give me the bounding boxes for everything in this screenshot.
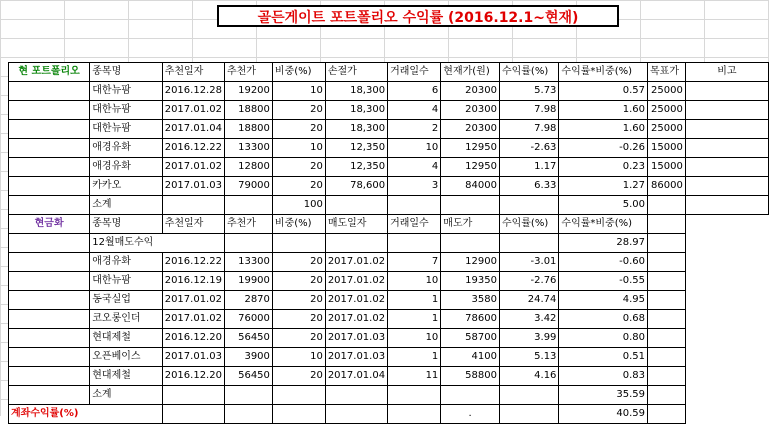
subtotal-value[interactable]: 5.00 <box>559 196 648 215</box>
table-cell[interactable]: 2016.12.19 <box>162 272 224 291</box>
table-cell[interactable] <box>648 405 686 424</box>
table-cell[interactable]: -0.55 <box>559 272 648 291</box>
table-cell[interactable]: 6 <box>388 82 441 101</box>
table-cell[interactable]: 20300 <box>441 120 500 139</box>
table-cell[interactable]: 20 <box>272 101 325 120</box>
table-cell[interactable]: -3.01 <box>499 253 558 272</box>
table-cell[interactable] <box>685 272 768 291</box>
table-cell[interactable]: 1 <box>388 348 441 367</box>
table-cell[interactable]: 2017.01.02 <box>162 310 224 329</box>
table-cell[interactable]: 0.68 <box>559 310 648 329</box>
table-cell[interactable]: 84000 <box>441 177 500 196</box>
table-cell[interactable]: 5.73 <box>499 82 558 101</box>
table-cell[interactable]: -0.60 <box>559 253 648 272</box>
table-cell[interactable]: 20 <box>272 158 325 177</box>
table-cell[interactable]: 3.42 <box>499 310 558 329</box>
table-cell[interactable]: -2.63 <box>499 139 558 158</box>
table-cell[interactable]: 58800 <box>441 367 500 386</box>
table-cell[interactable]: 0.83 <box>559 367 648 386</box>
table-cell[interactable]: 4 <box>388 158 441 177</box>
stock-name-cell[interactable]: 코오롱인더 <box>90 310 162 329</box>
table-cell[interactable]: 2016.12.22 <box>162 139 224 158</box>
table-cell[interactable] <box>325 386 387 405</box>
table-cell[interactable] <box>499 386 558 405</box>
portfolio-row <box>9 120 769 139</box>
table-cell[interactable] <box>441 196 500 215</box>
table-cell[interactable] <box>648 348 686 367</box>
table-cell[interactable]: 3.99 <box>499 329 558 348</box>
cash-row <box>9 348 769 367</box>
account-dot[interactable]: . <box>441 405 500 424</box>
table-cell[interactable]: 2017.01.02 <box>162 291 224 310</box>
table-cell[interactable]: 2870 <box>224 291 272 310</box>
table-cell[interactable] <box>388 386 441 405</box>
table-cell[interactable]: 18,300 <box>325 82 387 101</box>
table-cell[interactable] <box>499 234 558 253</box>
table-cell[interactable]: 78600 <box>441 310 500 329</box>
table-cell[interactable]: 25000 <box>648 82 686 101</box>
table-cell[interactable] <box>685 196 768 215</box>
table-cell[interactable]: 10 <box>388 272 441 291</box>
table-cell[interactable] <box>648 253 686 272</box>
table-cell[interactable] <box>685 367 768 386</box>
section-cell[interactable] <box>9 253 90 272</box>
table-cell[interactable]: 1.27 <box>559 177 648 196</box>
table-cell[interactable]: 2017.01.02 <box>162 158 224 177</box>
table-cell[interactable]: 2016.12.28 <box>162 82 224 101</box>
table-cell[interactable] <box>441 234 500 253</box>
account-return-value[interactable]: 40.59 <box>559 405 648 424</box>
table-cell[interactable]: 2017.01.04 <box>325 367 387 386</box>
december-label[interactable]: 12월매도수익 <box>90 234 225 253</box>
table-cell[interactable] <box>685 310 768 329</box>
table-cell[interactable]: 20 <box>272 310 325 329</box>
column-header[interactable]: 목표가 <box>648 63 686 82</box>
table-cell[interactable] <box>224 234 272 253</box>
column-header[interactable]: 종목명 <box>90 63 162 82</box>
table-cell[interactable]: 4 <box>388 101 441 120</box>
table-cell[interactable]: 18800 <box>224 120 272 139</box>
cash-row <box>9 367 769 386</box>
table-cell[interactable] <box>685 82 768 101</box>
table-cell[interactable] <box>685 101 768 120</box>
table-cell[interactable]: 11 <box>388 367 441 386</box>
table-cell[interactable]: 2017.01.03 <box>325 348 387 367</box>
table-cell[interactable]: 3 <box>388 177 441 196</box>
table-cell[interactable]: 76000 <box>224 310 272 329</box>
table-cell[interactable]: 4100 <box>441 348 500 367</box>
table-cell[interactable]: 10 <box>272 82 325 101</box>
table-cell[interactable] <box>685 253 768 272</box>
section-cell[interactable] <box>9 101 90 120</box>
table-cell[interactable]: 20 <box>272 120 325 139</box>
cash-header-row <box>9 215 769 234</box>
table-cell[interactable]: 2017.01.03 <box>325 329 387 348</box>
column-header[interactable]: 수익률*비중(%) <box>559 63 648 82</box>
table-cell[interactable] <box>272 386 325 405</box>
table-cell[interactable]: 19200 <box>224 82 272 101</box>
stock-name-cell[interactable]: 오픈베이스 <box>90 348 162 367</box>
stock-name-cell[interactable]: 카카오 <box>90 177 162 196</box>
table-cell[interactable]: 6.33 <box>499 177 558 196</box>
table-cell[interactable] <box>685 120 768 139</box>
table-cell[interactable]: 0.57 <box>559 82 648 101</box>
portfolio-header-row <box>9 63 769 82</box>
subtotal-label[interactable]: 소계 <box>90 386 162 405</box>
column-header[interactable]: 매도일자 <box>325 215 387 234</box>
table-cell[interactable]: 1.60 <box>559 101 648 120</box>
subtotal-label[interactable]: 소계 <box>90 196 162 215</box>
table-cell[interactable]: 4.16 <box>499 367 558 386</box>
table-cell[interactable]: 0.80 <box>559 329 648 348</box>
table-cell[interactable]: 1.17 <box>499 158 558 177</box>
table-cell[interactable]: 10 <box>388 329 441 348</box>
column-header[interactable]: 추천일자 <box>162 63 224 82</box>
table-cell[interactable] <box>648 234 686 253</box>
table-cell[interactable]: 56450 <box>224 367 272 386</box>
table-cell[interactable]: 4.95 <box>559 291 648 310</box>
section-cell[interactable] <box>9 234 90 253</box>
column-header[interactable]: 현재가(원) <box>441 63 500 82</box>
table-cell[interactable]: 2016.12.20 <box>162 367 224 386</box>
table-cell[interactable]: 18800 <box>224 101 272 120</box>
table-cell[interactable] <box>685 329 768 348</box>
cash-row <box>9 291 769 310</box>
column-header[interactable]: 거래일수 <box>388 63 441 82</box>
table-cell[interactable]: 25000 <box>648 120 686 139</box>
table-cell[interactable]: 7 <box>388 253 441 272</box>
table-cell[interactable] <box>685 139 768 158</box>
column-header[interactable]: 수익률(%) <box>499 63 558 82</box>
table-cell[interactable] <box>325 405 387 424</box>
table-cell[interactable]: 20 <box>272 329 325 348</box>
column-header[interactable]: 추천가 <box>224 63 272 82</box>
table-cell[interactable]: 18,300 <box>325 101 387 120</box>
section-cell[interactable] <box>9 348 90 367</box>
table-cell[interactable] <box>648 386 686 405</box>
table-cell[interactable]: 13300 <box>224 253 272 272</box>
stock-name-cell[interactable]: 애경유화 <box>90 253 162 272</box>
table-cell[interactable]: 24.74 <box>499 291 558 310</box>
table-cell[interactable]: 2017.01.04 <box>162 120 224 139</box>
table-cell[interactable]: 19900 <box>224 272 272 291</box>
stock-name-cell[interactable]: 현대제철 <box>90 329 162 348</box>
table-cell[interactable] <box>162 386 224 405</box>
table-cell[interactable]: 1 <box>388 310 441 329</box>
section-cell[interactable] <box>9 120 90 139</box>
portfolio-subtotal-row <box>9 196 769 215</box>
table-cell[interactable] <box>685 405 768 424</box>
table-cell[interactable]: 25000 <box>648 101 686 120</box>
table-cell[interactable]: 5.13 <box>499 348 558 367</box>
table-cell[interactable]: 2017.01.02 <box>325 253 387 272</box>
table-cell[interactable]: 2017.01.02 <box>325 272 387 291</box>
table-cell[interactable]: 58700 <box>441 329 500 348</box>
section-cell[interactable] <box>9 158 90 177</box>
table-cell[interactable]: 12800 <box>224 158 272 177</box>
table-cell[interactable]: 10 <box>272 348 325 367</box>
table-cell[interactable] <box>648 329 686 348</box>
table-cell[interactable]: 78,600 <box>325 177 387 196</box>
december-row <box>9 234 769 253</box>
table-cell[interactable]: 56450 <box>224 329 272 348</box>
table-cell[interactable]: 20 <box>272 367 325 386</box>
cash-subtotal-row <box>9 386 769 405</box>
table-cell[interactable] <box>224 386 272 405</box>
table-cell[interactable]: 2016.12.20 <box>162 329 224 348</box>
stock-name-cell[interactable]: 대한뉴팜 <box>90 272 162 291</box>
table-cell[interactable]: 20300 <box>441 101 500 120</box>
table-cell[interactable]: 2017.01.02 <box>325 291 387 310</box>
cash-row <box>9 310 769 329</box>
table-cell[interactable]: 3580 <box>441 291 500 310</box>
cash-section-label[interactable]: 현금화 <box>9 215 90 234</box>
table-cell[interactable]: 20 <box>272 177 325 196</box>
december-value[interactable]: 28.97 <box>559 234 648 253</box>
table-cell[interactable]: 1.60 <box>559 120 648 139</box>
table-cell[interactable] <box>685 177 768 196</box>
column-header[interactable]: 추천일자 <box>162 215 224 234</box>
table-cell[interactable]: 20 <box>272 253 325 272</box>
table-cell[interactable]: 86000 <box>648 177 686 196</box>
table-cell[interactable] <box>441 386 500 405</box>
table-cell[interactable]: 12950 <box>441 139 500 158</box>
cash-row <box>9 253 769 272</box>
stock-name-cell[interactable]: 현대제철 <box>90 367 162 386</box>
table-cell[interactable] <box>162 196 224 215</box>
table-cell[interactable]: 10 <box>388 139 441 158</box>
table-cell[interactable]: 2017.01.02 <box>325 310 387 329</box>
table-cell[interactable] <box>499 196 558 215</box>
portfolio-row <box>9 82 769 101</box>
subtotal-weight[interactable]: 100 <box>272 196 325 215</box>
table-cell[interactable]: 20 <box>272 291 325 310</box>
column-header[interactable]: 추천가 <box>224 215 272 234</box>
table-cell[interactable]: 10 <box>272 139 325 158</box>
column-header[interactable]: 매도가 <box>441 215 500 234</box>
table-cell[interactable]: 20 <box>272 272 325 291</box>
subtotal-value[interactable]: 35.59 <box>559 386 648 405</box>
portfolio-table <box>8 62 769 424</box>
table-cell[interactable] <box>388 405 441 424</box>
table-cell[interactable] <box>648 367 686 386</box>
table-cell[interactable] <box>499 405 558 424</box>
sheet-title: 골든게이트 포트폴리오 수익률 (2016.12.1~현재) <box>217 5 619 27</box>
table-cell[interactable] <box>224 405 272 424</box>
table-cell[interactable]: 12950 <box>441 158 500 177</box>
portfolio-row <box>9 158 769 177</box>
stock-name-cell[interactable]: 대한뉴팜 <box>90 101 162 120</box>
table-cell[interactable]: 15000 <box>648 139 686 158</box>
table-cell[interactable] <box>325 196 387 215</box>
table-cell[interactable] <box>272 234 325 253</box>
table-cell[interactable] <box>685 291 768 310</box>
stock-name-cell[interactable]: 대한뉴팜 <box>90 82 162 101</box>
stock-name-cell[interactable]: 동국실업 <box>90 291 162 310</box>
table-cell[interactable]: 3900 <box>224 348 272 367</box>
table-cell[interactable]: 12900 <box>441 253 500 272</box>
table-cell[interactable]: 20300 <box>441 82 500 101</box>
section-cell[interactable] <box>9 329 90 348</box>
table-cell[interactable]: 2017.01.02 <box>162 101 224 120</box>
table-cell[interactable]: 7.98 <box>499 101 558 120</box>
table-cell[interactable] <box>162 405 224 424</box>
table-cell[interactable]: 19350 <box>441 272 500 291</box>
table-cell[interactable] <box>388 196 441 215</box>
table-cell[interactable]: 0.51 <box>559 348 648 367</box>
section-cell[interactable] <box>9 177 90 196</box>
section-cell[interactable] <box>9 386 90 405</box>
table-cell[interactable]: 2017.01.03 <box>162 177 224 196</box>
table-cell[interactable]: -0.26 <box>559 139 648 158</box>
table-cell[interactable]: 7.98 <box>499 120 558 139</box>
table-cell[interactable]: 13300 <box>224 139 272 158</box>
table-cell[interactable] <box>685 234 768 253</box>
table-cell[interactable] <box>648 272 686 291</box>
table-cell[interactable] <box>325 234 387 253</box>
section-cell[interactable] <box>9 367 90 386</box>
table-cell[interactable]: 0.23 <box>559 158 648 177</box>
cash-row <box>9 329 769 348</box>
table-cell[interactable] <box>388 234 441 253</box>
column-header[interactable]: 손절가 <box>325 63 387 82</box>
table-cell[interactable]: -2.76 <box>499 272 558 291</box>
column-header[interactable]: 비중(%) <box>272 215 325 234</box>
section-cell[interactable] <box>9 196 90 215</box>
column-header[interactable]: 수익률(%) <box>499 215 558 234</box>
column-header[interactable]: 수익률*비중(%) <box>559 215 648 234</box>
portfolio-row <box>9 139 769 158</box>
table-cell[interactable]: 79000 <box>224 177 272 196</box>
table-cell[interactable] <box>648 291 686 310</box>
section-cell[interactable] <box>9 272 90 291</box>
cash-row <box>9 272 769 291</box>
table-cell[interactable] <box>685 386 768 405</box>
table-cell[interactable] <box>685 215 768 234</box>
portfolio-row <box>9 177 769 196</box>
table-cell[interactable] <box>648 215 686 234</box>
stock-name-cell[interactable]: 애경유화 <box>90 139 162 158</box>
table-cell[interactable] <box>224 196 272 215</box>
table-cell[interactable]: 2017.01.03 <box>162 348 224 367</box>
section-cell[interactable] <box>9 139 90 158</box>
table-cell[interactable] <box>685 158 768 177</box>
portfolio-section-label[interactable]: 현 포트폴리오 <box>9 63 90 82</box>
account-return-label[interactable]: 계좌수익률(%) <box>9 405 163 424</box>
column-header[interactable]: 종목명 <box>90 215 162 234</box>
table-cell[interactable] <box>685 348 768 367</box>
table-cell[interactable] <box>648 310 686 329</box>
section-cell[interactable] <box>9 291 90 310</box>
section-cell[interactable] <box>9 82 90 101</box>
table-cell[interactable]: 2 <box>388 120 441 139</box>
table-cell[interactable]: 12,350 <box>325 158 387 177</box>
column-header[interactable]: 비중(%) <box>272 63 325 82</box>
table-cell[interactable] <box>272 405 325 424</box>
portfolio-row <box>9 101 769 120</box>
table-cell[interactable]: 15000 <box>648 158 686 177</box>
table-cell[interactable] <box>648 196 686 215</box>
stock-name-cell[interactable]: 애경유화 <box>90 158 162 177</box>
table-cell[interactable]: 1 <box>388 291 441 310</box>
column-header[interactable]: 거래일수 <box>388 215 441 234</box>
account-total-row <box>9 405 769 424</box>
table-cell[interactable]: 18,300 <box>325 120 387 139</box>
table-cell[interactable]: 12,350 <box>325 139 387 158</box>
table-cell[interactable]: 2016.12.22 <box>162 253 224 272</box>
section-cell[interactable] <box>9 310 90 329</box>
column-header[interactable]: 비고 <box>685 63 768 82</box>
stock-name-cell[interactable]: 대한뉴팜 <box>90 120 162 139</box>
